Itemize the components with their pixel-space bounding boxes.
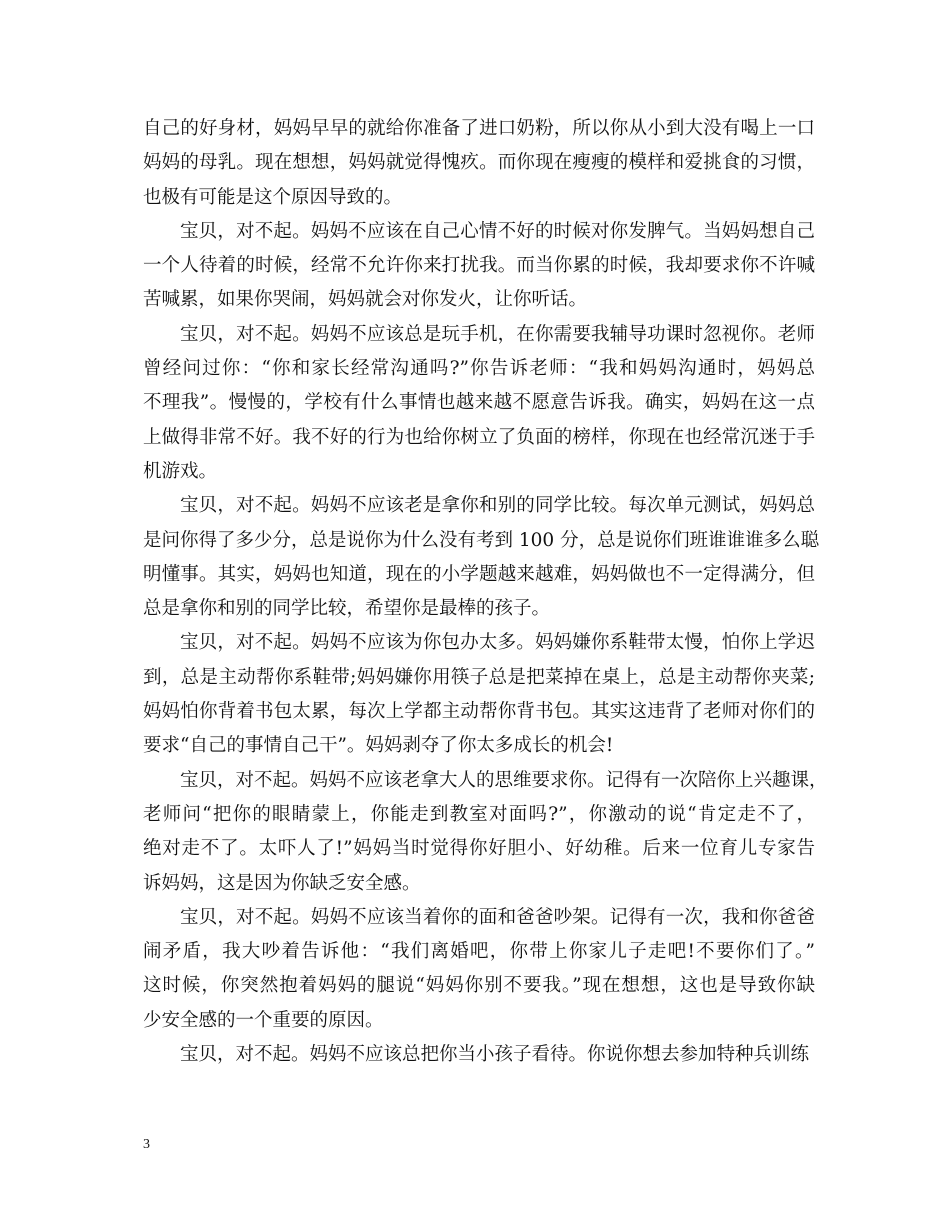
text-line: 老师问“把你的眼睛蒙上，你能走到教室对面吗?”，你激动的说“肯定走不了，: [143, 803, 815, 825]
text-line: 自己的好身材，妈妈早早的就给你准备了进口奶粉，所以你从小到大没有喝上一口: [143, 118, 815, 139]
text-line: 机游戏。: [143, 460, 218, 482]
text-line: 曾经问过你：“你和家长经常沟通吗?”你告诉老师：“我和妈妈沟通时，妈妈总: [143, 358, 815, 380]
text-line: 宝贝，对不起。妈妈不应该当着你的面和爸爸吵架。记得有一次，我和你爸爸: [180, 906, 815, 928]
page-number: 3: [143, 1137, 150, 1152]
text-line: 这时候，你突然抱着妈妈的腿说“妈妈你别不要我。”现在想想，这也是导致你缺: [143, 975, 815, 997]
text-line: 闹矛盾，我大吵着告诉他：“我们离婚吧，你带上你家儿子走吧!不要你们了。”: [143, 941, 815, 963]
text-line: 一个人待着的时候，经常不允许你来打扰我。而当你累的时候，我却要求你不许喊: [143, 255, 815, 277]
text-line: 到，总是主动帮你系鞋带;妈妈嫌你用筷子总是把菜掉在桌上，总是主动帮你夹菜;: [143, 666, 815, 688]
text-line: 要求“自己的事情自己干”。妈妈剥夺了你太多成长的机会!: [143, 735, 614, 757]
text-line: 宝贝，对不起。妈妈不应该总是玩手机，在你需要我辅导功课时忽视你。老师: [180, 323, 815, 345]
text-line: 宝贝，对不起。妈妈不应该为你包办太多。妈妈嫌你系鞋带太慢，怕你上学迟: [180, 632, 815, 654]
text-line: 宝贝，对不起。妈妈不应该在自己心情不好的时候对你发脾气。当妈妈想自己: [180, 220, 815, 242]
text-line: 少安全感的一个重要的原因。: [143, 1009, 384, 1031]
text-line: 总是拿你和别的同学比较，希望你是最棒的孩子。: [143, 598, 551, 620]
text-line: 明懂事。其实，妈妈也知道，现在的小学题越来越难，妈妈做也不一定得满分，但: [143, 563, 815, 585]
text-line: 苦喊累，如果你哭闹，妈妈就会对你发火，让你听话。: [143, 289, 588, 311]
text-line: 宝贝，对不起。妈妈不应该老拿大人的思维要求你。记得有一次陪你上兴趣课，: [180, 769, 828, 791]
text-line: 妈妈怕你背着书包太累，每次上学都主动帮你背书包。其实这违背了老师对你们的: [143, 701, 815, 723]
text-line: 不理我”。慢慢的，学校有什么事情也越来越不愿意告诉我。确实，妈妈在这一点: [143, 392, 815, 414]
text-line: 宝贝，对不起。妈妈不应该总把你当小孩子看待。你说你想去参加特种兵训练: [180, 1044, 810, 1066]
text-line: 是问你得了多少分，总是说你为什么没有考到 100 分，总是说你们班谁谁谁多么聪: [143, 529, 820, 551]
text-line: 也极有可能是这个原因导致的。: [143, 186, 403, 208]
text-line: 妈妈的母乳。现在想想，妈妈就觉得愧疚。而你现在瘦瘦的模样和爱挑食的习惯，: [143, 152, 815, 174]
text-line: 诉妈妈，这是因为你缺乏安全感。: [143, 872, 421, 894]
text-line: 宝贝，对不起。妈妈不应该老是拿你和别的同学比较。每次单元测试，妈妈总: [180, 495, 815, 517]
text-line: 绝对走不了。太吓人了!”妈妈当时觉得你好胆小、好幼稚。后来一位育儿专家告: [143, 838, 815, 860]
body-text: [143, 112, 828, 1072]
text-line: 上做得非常不好。我不好的行为也给你树立了负面的榜样，你现在也经常沉迷于手: [143, 426, 815, 448]
